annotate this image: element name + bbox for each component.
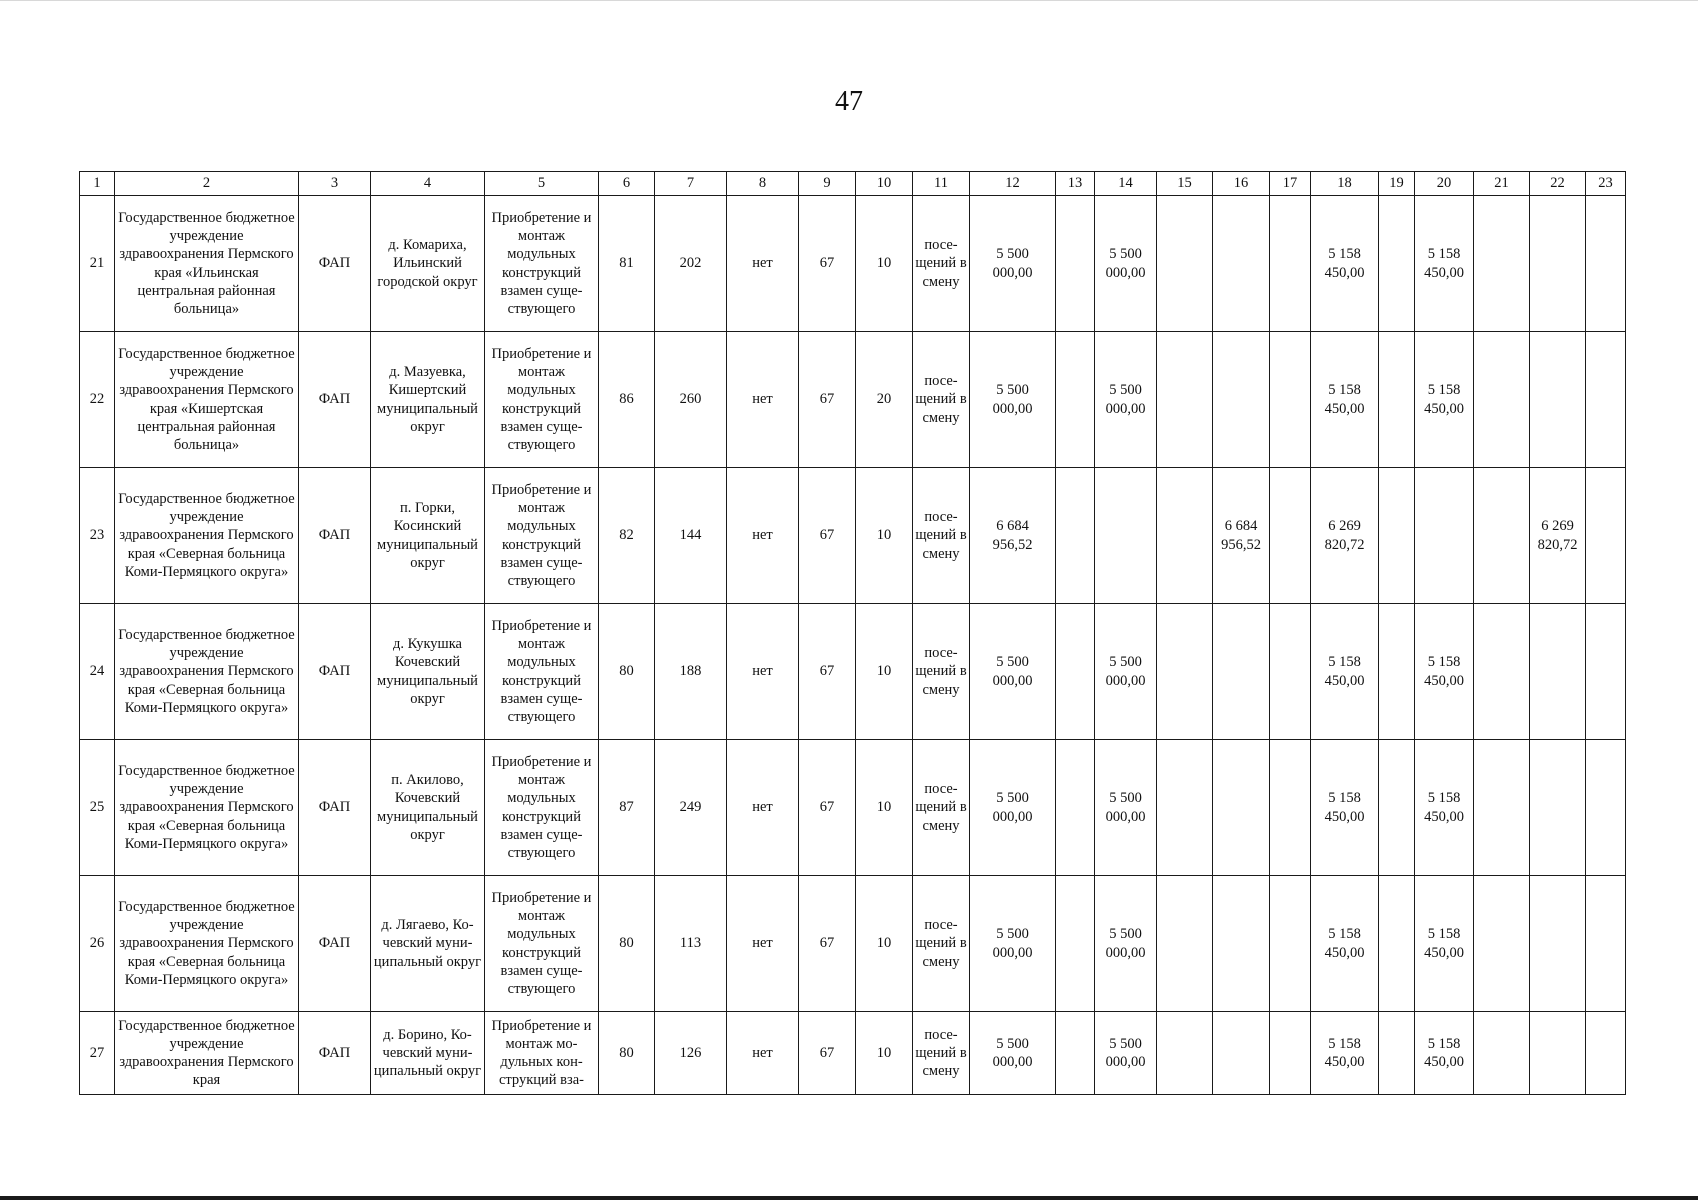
amount-cell-col-16 [1213,876,1270,1012]
row-number-cell: 21 [80,196,115,332]
capacity-unit-cell: посе-щений в смену [913,876,970,1012]
col-10-value-cell: 10 [856,604,913,740]
table-row [80,196,1626,332]
amount-cell-col-16 [1213,740,1270,876]
col-7-value-cell: 260 [655,332,727,468]
amount-cell-col-14: 5 500 000,00 [1095,196,1157,332]
col-10-value-cell: 20 [856,332,913,468]
row-number-cell: 22 [80,332,115,468]
location-cell: д. Борино, Ко-чевский муни-ципальный округ [371,1012,485,1095]
facility-type-cell: ФАП [299,604,371,740]
col-9-value-cell: 67 [799,876,856,1012]
capacity-unit-cell: посе-щений в смену [913,468,970,604]
facility-type-cell: ФАП [299,196,371,332]
col-8-value-cell: нет [727,604,799,740]
row-number-cell: 25 [80,740,115,876]
amount-cell-col-22 [1530,196,1586,332]
col-7-value-cell: 188 [655,604,727,740]
facility-type-cell: ФАП [299,876,371,1012]
col-8-value-cell: нет [727,332,799,468]
amount-cell-col-17 [1270,740,1311,876]
facility-type-cell: ФАП [299,468,371,604]
col-6-value-cell: 80 [599,604,655,740]
amount-cell-col-23 [1586,332,1626,468]
col-6-value-cell: 81 [599,196,655,332]
amount-cell-col-19 [1379,1012,1415,1095]
work-type-cell: Приобретение и монтаж мо-дульных кон-струкций вза- [485,1012,599,1095]
amount-cell-col-20: 5 158 450,00 [1415,604,1474,740]
facility-type-cell: ФАП [299,1012,371,1095]
col-8-value-cell: нет [727,468,799,604]
amount-cell-col-12: 5 500 000,00 [970,196,1056,332]
amount-cell-col-18: 5 158 450,00 [1311,876,1379,1012]
amount-cell-col-15 [1157,332,1213,468]
column-header-1: 1 [80,172,115,196]
amount-cell-col-19 [1379,468,1415,604]
column-header-20: 20 [1415,172,1474,196]
amount-cell-col-18: 5 158 450,00 [1311,740,1379,876]
table-row [80,604,1626,740]
work-type-cell: Приобретение и монтаж модульных конструкций взамен суще-ствующего [485,196,599,332]
page-number: 47 [835,86,863,117]
col-7-value-cell: 113 [655,876,727,1012]
amount-cell-col-14: 5 500 000,00 [1095,604,1157,740]
column-header-13: 13 [1056,172,1095,196]
col-6-value-cell: 87 [599,740,655,876]
col-8-value-cell: нет [727,740,799,876]
row-number-cell: 26 [80,876,115,1012]
column-header-5: 5 [485,172,599,196]
col-7-value-cell: 144 [655,468,727,604]
column-header-23: 23 [1586,172,1626,196]
work-type-cell: Приобретение и монтаж модульных конструкций взамен суще-ствующего [485,468,599,604]
table-row [80,468,1626,604]
amount-cell-col-17 [1270,876,1311,1012]
location-cell: д. Лягаево, Ко-чевский муни-ципальный округ [371,876,485,1012]
amount-cell-col-19 [1379,876,1415,1012]
column-header-7: 7 [655,172,727,196]
amount-cell-col-20: 5 158 450,00 [1415,332,1474,468]
row-number-cell: 24 [80,604,115,740]
amount-cell-col-22 [1530,740,1586,876]
institution-name-cell: Государственное бюджетное учреждение здравоохранения Пермского края «Кишертская центральная районная больница» [115,332,299,468]
amount-cell-col-18: 5 158 450,00 [1311,604,1379,740]
amount-cell-col-21 [1474,740,1530,876]
facility-type-cell: ФАП [299,332,371,468]
col-10-value-cell: 10 [856,876,913,1012]
col-9-value-cell: 67 [799,196,856,332]
amount-cell-col-22 [1530,332,1586,468]
institution-name-cell: Государственное бюджетное учреждение здравоохранения Пермского края «Северная больница Коми-Пермяцкого округа» [115,876,299,1012]
location-cell: п. Горки, Косинский муниципальный округ [371,468,485,604]
column-header-22: 22 [1530,172,1586,196]
column-header-16: 16 [1213,172,1270,196]
amount-cell-col-17 [1270,604,1311,740]
amount-cell-col-20: 5 158 450,00 [1415,740,1474,876]
amount-cell-col-13 [1056,196,1095,332]
amount-cell-col-20 [1415,468,1474,604]
amount-cell-col-22 [1530,1012,1586,1095]
header-row [80,172,1626,196]
column-header-2: 2 [115,172,299,196]
work-type-cell: Приобретение и монтаж модульных конструкций взамен суще-ствующего [485,604,599,740]
column-header-3: 3 [299,172,371,196]
amount-cell-col-17 [1270,196,1311,332]
amount-cell-col-14: 5 500 000,00 [1095,740,1157,876]
amount-cell-col-15 [1157,740,1213,876]
amount-cell-col-15 [1157,196,1213,332]
col-6-value-cell: 80 [599,876,655,1012]
amount-cell-col-16 [1213,332,1270,468]
amount-cell-col-19 [1379,604,1415,740]
col-7-value-cell: 202 [655,196,727,332]
capacity-unit-cell: посе-щений в смену [913,196,970,332]
amount-cell-col-20: 5 158 450,00 [1415,1012,1474,1095]
column-header-21: 21 [1474,172,1530,196]
institution-name-cell: Государственное бюджетное учреждение здравоохранения Пермского края «Северная больница Коми-Пермяцкого округа» [115,740,299,876]
table-row [80,1012,1626,1095]
amount-cell-col-23 [1586,196,1626,332]
col-7-value-cell: 126 [655,1012,727,1095]
table-row [80,740,1626,876]
col-10-value-cell: 10 [856,468,913,604]
amount-cell-col-23 [1586,740,1626,876]
scan-edge-line [0,0,1698,1]
institution-name-cell: Государственное бюджетное учреждение здравоохранения Пермского края [115,1012,299,1095]
column-header-19: 19 [1379,172,1415,196]
institution-name-cell: Государственное бюджетное учреждение здравоохранения Пермского края «Северная больница Коми-Пермяцкого округа» [115,468,299,604]
amount-cell-col-21 [1474,876,1530,1012]
col-8-value-cell: нет [727,1012,799,1095]
amount-cell-col-21 [1474,196,1530,332]
col-8-value-cell: нет [727,196,799,332]
amount-cell-col-14: 5 500 000,00 [1095,1012,1157,1095]
amount-cell-col-23 [1586,604,1626,740]
amount-cell-col-23 [1586,1012,1626,1095]
col-9-value-cell: 67 [799,604,856,740]
location-cell: д. Кукушка Кочевский муниципальный округ [371,604,485,740]
column-header-14: 14 [1095,172,1157,196]
amount-cell-col-21 [1474,1012,1530,1095]
amount-cell-col-14: 5 500 000,00 [1095,876,1157,1012]
amount-cell-col-12: 5 500 000,00 [970,1012,1056,1095]
amount-cell-col-13 [1056,1012,1095,1095]
column-header-6: 6 [599,172,655,196]
column-header-17: 17 [1270,172,1311,196]
amount-cell-col-13 [1056,604,1095,740]
amount-cell-col-20: 5 158 450,00 [1415,196,1474,332]
amount-cell-col-19 [1379,196,1415,332]
amount-cell-col-19 [1379,740,1415,876]
column-header-10: 10 [856,172,913,196]
amount-cell-col-22 [1530,604,1586,740]
amount-cell-col-20: 5 158 450,00 [1415,876,1474,1012]
row-number-cell: 23 [80,468,115,604]
amount-cell-col-18: 5 158 450,00 [1311,332,1379,468]
amount-cell-col-15 [1157,468,1213,604]
amount-cell-col-12: 5 500 000,00 [970,604,1056,740]
table-row [80,876,1626,1012]
amount-cell-col-19 [1379,332,1415,468]
amount-cell-col-21 [1474,468,1530,604]
column-header-18: 18 [1311,172,1379,196]
capacity-unit-cell: посе-щений в смену [913,740,970,876]
amount-cell-col-17 [1270,1012,1311,1095]
col-6-value-cell: 80 [599,1012,655,1095]
institution-name-cell: Государственное бюджетное учреждение здравоохранения Пермского края «Ильинская центральная районная больница» [115,196,299,332]
col-10-value-cell: 10 [856,196,913,332]
amount-cell-col-14 [1095,468,1157,604]
col-6-value-cell: 82 [599,468,655,604]
amount-cell-col-18: 5 158 450,00 [1311,196,1379,332]
capacity-unit-cell: посе-щений в смену [913,604,970,740]
amount-cell-col-23 [1586,876,1626,1012]
amount-cell-col-16 [1213,1012,1270,1095]
amount-cell-col-13 [1056,468,1095,604]
work-type-cell: Приобретение и монтаж модульных конструкций взамен суще-ствующего [485,740,599,876]
location-cell: д. Мазуевка, Кишертский муниципальный округ [371,332,485,468]
amount-cell-col-13 [1056,740,1095,876]
col-10-value-cell: 10 [856,740,913,876]
amount-cell-col-13 [1056,332,1095,468]
column-header-15: 15 [1157,172,1213,196]
column-header-11: 11 [913,172,970,196]
amount-cell-col-17 [1270,332,1311,468]
amount-cell-col-12: 5 500 000,00 [970,740,1056,876]
column-header-8: 8 [727,172,799,196]
work-type-cell: Приобретение и монтаж модульных конструкций взамен суще-ствующего [485,332,599,468]
institution-name-cell: Государственное бюджетное учреждение здравоохранения Пермского края «Северная больница Коми-Пермяцкого округа» [115,604,299,740]
col-6-value-cell: 86 [599,332,655,468]
amount-cell-col-16 [1213,604,1270,740]
col-9-value-cell: 67 [799,1012,856,1095]
amount-cell-col-15 [1157,876,1213,1012]
capacity-unit-cell: посе-щений в смену [913,1012,970,1095]
amount-cell-col-13 [1056,876,1095,1012]
amount-cell-col-18: 5 158 450,00 [1311,1012,1379,1095]
amount-cell-col-18: 6 269 820,72 [1311,468,1379,604]
facility-type-cell: ФАП [299,740,371,876]
col-9-value-cell: 67 [799,332,856,468]
amount-cell-col-14: 5 500 000,00 [1095,332,1157,468]
row-number-cell: 27 [80,1012,115,1095]
amount-cell-col-17 [1270,468,1311,604]
col-9-value-cell: 67 [799,468,856,604]
col-7-value-cell: 249 [655,740,727,876]
work-type-cell: Приобретение и монтаж модульных конструкций взамен суще-ствующего [485,876,599,1012]
location-cell: д. Комариха, Ильинский городской округ [371,196,485,332]
facility-table [79,171,1626,1095]
amount-cell-col-15 [1157,604,1213,740]
amount-cell-col-21 [1474,604,1530,740]
amount-cell-col-15 [1157,1012,1213,1095]
amount-cell-col-12: 6 684 956,52 [970,468,1056,604]
column-header-12: 12 [970,172,1056,196]
scan-edge-bar [0,1196,1698,1200]
col-8-value-cell: нет [727,876,799,1012]
column-header-4: 4 [371,172,485,196]
col-10-value-cell: 10 [856,1012,913,1095]
amount-cell-col-21 [1474,332,1530,468]
amount-cell-col-16 [1213,196,1270,332]
amount-cell-col-23 [1586,468,1626,604]
amount-cell-col-12: 5 500 000,00 [970,876,1056,1012]
col-9-value-cell: 67 [799,740,856,876]
amount-cell-col-12: 5 500 000,00 [970,332,1056,468]
capacity-unit-cell: посе-щений в смену [913,332,970,468]
column-header-9: 9 [799,172,856,196]
table-row [80,332,1626,468]
amount-cell-col-22: 6 269 820,72 [1530,468,1586,604]
amount-cell-col-16: 6 684 956,52 [1213,468,1270,604]
table-body [80,196,1626,1095]
location-cell: п. Акилово, Кочевский муниципальный округ [371,740,485,876]
amount-cell-col-22 [1530,876,1586,1012]
